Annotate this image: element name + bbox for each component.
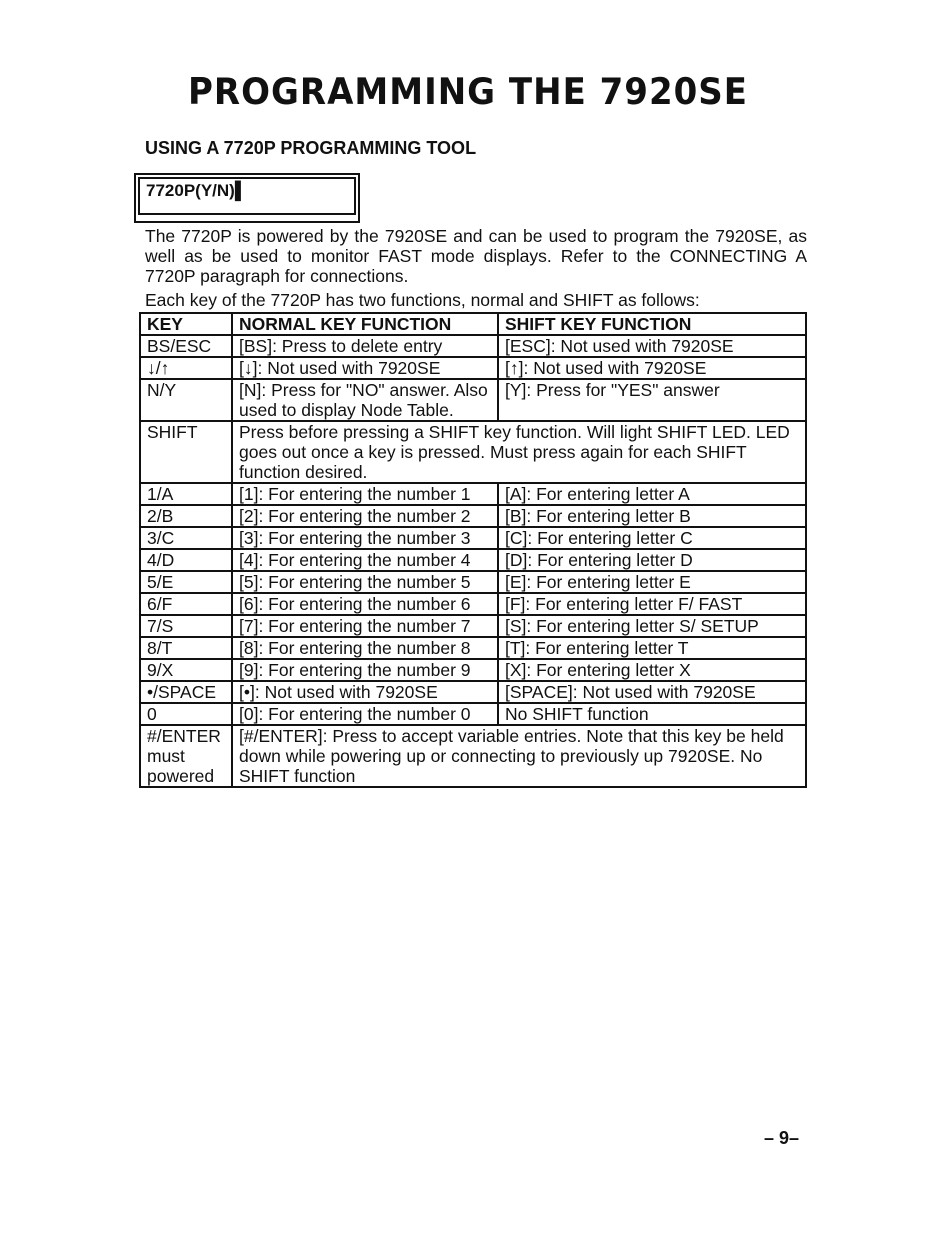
normal-cell: [3]: For entering the number 3 xyxy=(232,527,498,549)
shift-cell: [D]: For entering letter D xyxy=(498,549,806,571)
header-key: KEY xyxy=(140,313,232,335)
key-cell: ↓/↑ xyxy=(140,357,232,379)
table-row xyxy=(140,637,806,659)
table-row xyxy=(140,335,806,357)
table-row xyxy=(140,527,806,549)
normal-cell: [6]: For entering the number 6 xyxy=(232,593,498,615)
normal-cell: [5]: For entering the number 5 xyxy=(232,571,498,593)
table-row xyxy=(140,549,806,571)
key-cell: 1/A xyxy=(140,483,232,505)
normal-cell: [7]: For entering the number 7 xyxy=(232,615,498,637)
table-row xyxy=(140,703,806,725)
table-row xyxy=(140,571,806,593)
lcd-display-text: 7720P(Y/N)▌ xyxy=(138,177,356,215)
shift-cell: No SHIFT function xyxy=(498,703,806,725)
normal-cell: [4]: For entering the number 4 xyxy=(232,549,498,571)
normal-cell: [BS]: Press to delete entry xyxy=(232,335,498,357)
shift-cell: [A]: For entering letter A xyxy=(498,483,806,505)
key-cell: 5/E xyxy=(140,571,232,593)
functions-intro: Each key of the 7720P has two functions, normal and SHIFT as follows: xyxy=(145,290,700,310)
shift-cell: [ESC]: Not used with 7920SE xyxy=(498,335,806,357)
table-row xyxy=(140,681,806,703)
normal-cell: [•]: Not used with 7920SE xyxy=(232,681,498,703)
shift-cell: [S]: For entering letter S/ SETUP xyxy=(498,615,806,637)
normal-cell: Press before pressing a SHIFT key function. Will light SHIFT LED. LED goes out once a key is pressed. Must press again for each SHIFT function desired. xyxy=(232,421,806,483)
normal-cell: [0]: For entering the number 0 xyxy=(232,703,498,725)
table-row xyxy=(140,483,806,505)
normal-cell: [9]: For entering the number 9 xyxy=(232,659,498,681)
normal-cell: [#/ENTER]: Press to accept variable entries. Note that this key be held down while powering up or connecting to previously up 7920SE. No SHIFT function xyxy=(232,725,806,787)
key-cell: 7/S xyxy=(140,615,232,637)
page-title: PROGRAMMING THE 7920SE xyxy=(188,70,748,114)
key-cell: 0 xyxy=(140,703,232,725)
key-cell: BS/ESC xyxy=(140,335,232,357)
shift-cell: [SPACE]: Not used with 7920SE xyxy=(498,681,806,703)
key-cell: #/ENTER must powered xyxy=(140,725,232,787)
key-cell: •/SPACE xyxy=(140,681,232,703)
normal-cell: [2]: For entering the number 2 xyxy=(232,505,498,527)
normal-cell: [1]: For entering the number 1 xyxy=(232,483,498,505)
intro-paragraph: The 7720P is powered by the 7920SE and can be used to program the 7920SE, as well as be used to monitor FAST mode displays. Refer to the CONNECTING A 7720P paragraph for connections. xyxy=(145,226,807,286)
section-heading: USING A 7720P PROGRAMMING TOOL xyxy=(145,138,477,158)
table-row xyxy=(140,421,806,483)
lcd-display-box xyxy=(134,173,360,223)
table-row xyxy=(140,593,806,615)
key-cell: 4/D xyxy=(140,549,232,571)
key-function-table xyxy=(139,312,807,788)
table-row xyxy=(140,615,806,637)
table-header-row xyxy=(140,313,806,335)
shift-cell: [E]: For entering letter E xyxy=(498,571,806,593)
key-cell: SHIFT xyxy=(140,421,232,483)
table-row xyxy=(140,379,806,421)
shift-cell: [C]: For entering letter C xyxy=(498,527,806,549)
table-row xyxy=(140,725,806,787)
key-cell: 2/B xyxy=(140,505,232,527)
key-cell: 8/T xyxy=(140,637,232,659)
shift-cell: [↑]: Not used with 7920SE xyxy=(498,357,806,379)
key-cell: 3/C xyxy=(140,527,232,549)
normal-cell: [8]: For entering the number 8 xyxy=(232,637,498,659)
key-cell: 6/F xyxy=(140,593,232,615)
key-cell: 9/X xyxy=(140,659,232,681)
shift-cell: [T]: For entering letter T xyxy=(498,637,806,659)
page-number: – 9– xyxy=(764,1128,800,1148)
table-row xyxy=(140,357,806,379)
shift-cell: [X]: For entering letter X xyxy=(498,659,806,681)
table-row xyxy=(140,505,806,527)
header-shift: SHIFT KEY FUNCTION xyxy=(498,313,806,335)
shift-cell: [F]: For entering letter F/ FAST xyxy=(498,593,806,615)
header-normal: NORMAL KEY FUNCTION xyxy=(232,313,498,335)
shift-cell: [B]: For entering letter B xyxy=(498,505,806,527)
shift-cell: [Y]: Press for "YES" answer xyxy=(498,379,806,421)
normal-cell: [N]: Press for "NO" answer. Also used to display Node Table. xyxy=(232,379,498,421)
normal-cell: [↓]: Not used with 7920SE xyxy=(232,357,498,379)
table-row xyxy=(140,659,806,681)
key-cell: N/Y xyxy=(140,379,232,421)
